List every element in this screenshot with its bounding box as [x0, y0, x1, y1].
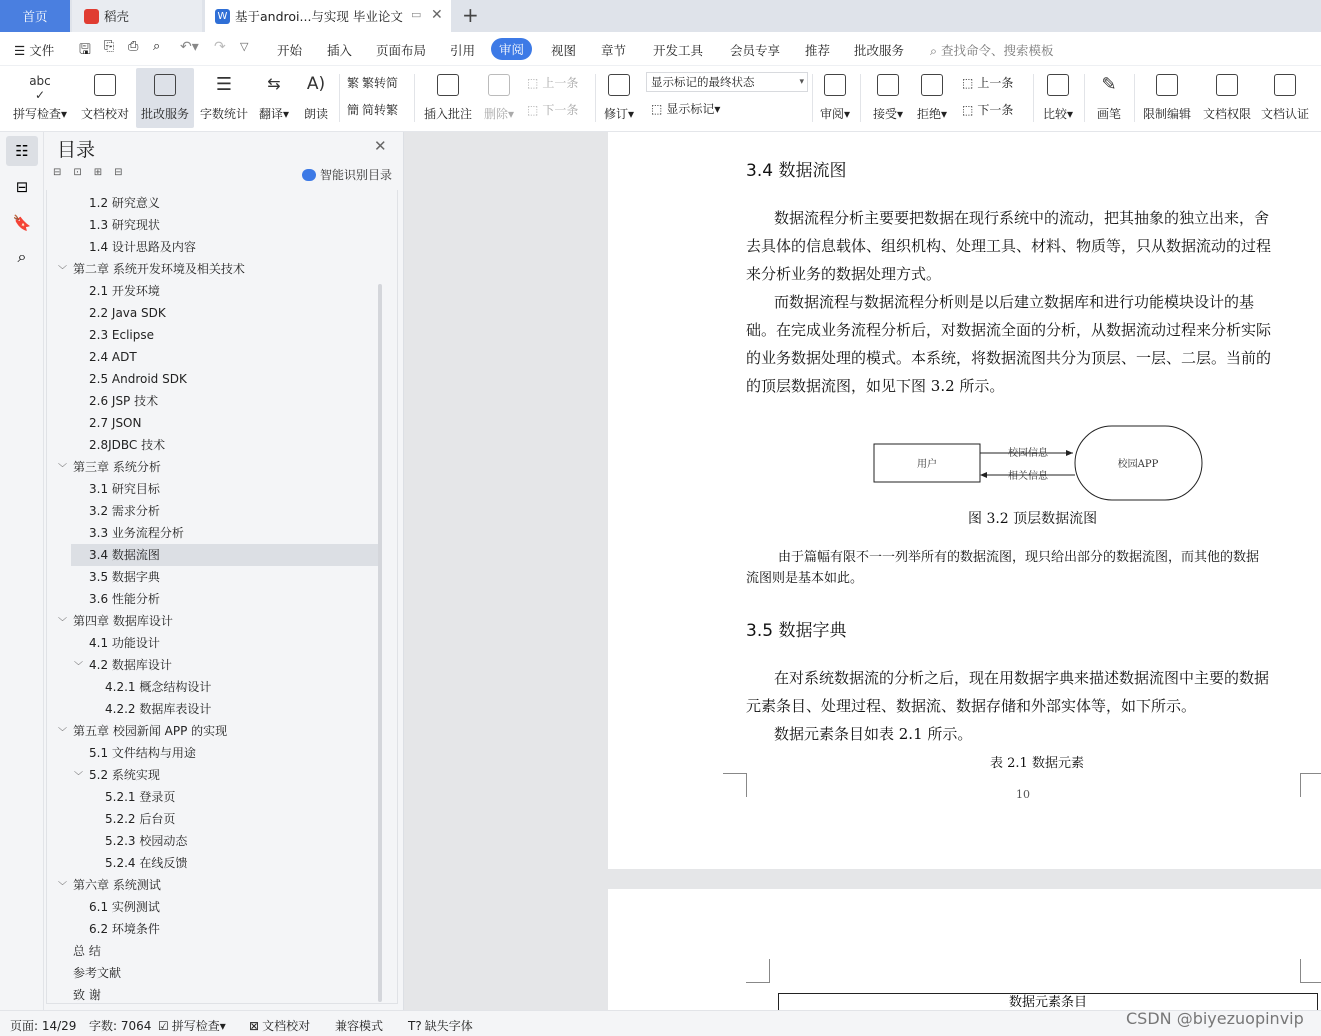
- toc-item-label: 1.3 研究现状: [89, 218, 160, 232]
- toc-item-label: 5.2.1 登录页: [105, 790, 176, 804]
- close-tab-icon[interactable]: ✕: [431, 7, 443, 23]
- tab-docer-label: 稻壳: [104, 9, 130, 24]
- figure-caption: 图 3.2 顶层数据流图: [968, 511, 1098, 527]
- toc-item[interactable]: [47, 720, 383, 742]
- doc-rights-button[interactable]: [1198, 68, 1256, 128]
- doc-cert-icon: [1274, 74, 1296, 96]
- accept-label: 接受▾: [872, 107, 904, 121]
- float-window-icon[interactable]: ▭: [411, 8, 422, 21]
- chevron-down-icon[interactable]: ﹀: [58, 728, 68, 738]
- word-count-icon: ☰: [215, 74, 233, 95]
- show-markup-icon: ⬚: [651, 101, 663, 116]
- toc-item[interactable]: [47, 522, 383, 544]
- review-service-button[interactable]: [136, 68, 194, 128]
- toc-item[interactable]: [47, 500, 383, 522]
- missing-font-button[interactable]: [408, 1017, 473, 1034]
- toc-item-label: 2.5 Android SDK: [89, 372, 187, 386]
- chevron-down-icon[interactable]: ﹀: [58, 882, 68, 892]
- toc-item[interactable]: [47, 830, 383, 852]
- toc-item-label: 4.2 数据库设计: [89, 658, 172, 672]
- toc-item-label: 3.1 研究目标: [89, 482, 160, 496]
- toc-item[interactable]: [47, 698, 383, 720]
- ribbon-divider: [860, 74, 861, 122]
- customize-toolbar-icon[interactable]: ▽: [240, 40, 249, 53]
- status-spell-label: 拼写检查: [171, 1019, 220, 1033]
- review-pane-label: 审阅▾: [819, 107, 851, 121]
- page-corner-mark: [1300, 773, 1321, 797]
- toc-list: [46, 190, 398, 1004]
- toc-item-label: 2.7 JSON: [89, 416, 142, 430]
- menu-developer[interactable]: 开发工具: [653, 43, 704, 58]
- text-line: 础。在完成业务流程分析后，对数据流全面的分析，从数据流动过程来分析实际: [746, 321, 1272, 339]
- doc-proofread-label: 文档校对: [80, 107, 129, 121]
- prev-comment-button[interactable]: [527, 74, 578, 91]
- app-node-label: 校园APP: [1117, 459, 1159, 470]
- toc-item[interactable]: [47, 258, 383, 280]
- translate-button[interactable]: [254, 68, 294, 128]
- status-bar: [0, 1010, 1321, 1036]
- toc-item-label: 第三章 系统分析: [73, 460, 161, 474]
- missing-font-icon: T?: [408, 1018, 422, 1033]
- toc-item[interactable]: [47, 390, 383, 412]
- toc-item[interactable]: [47, 764, 383, 786]
- next-change-button[interactable]: [962, 101, 1013, 118]
- smart-toc-label: 智能识别目录: [320, 168, 393, 182]
- word-count-indicator[interactable]: 字数: 7064: [89, 1019, 152, 1033]
- toc-item-label: 第六章 系统测试: [73, 878, 161, 892]
- toc-item[interactable]: [47, 192, 383, 214]
- menu-file-label: 文件: [29, 43, 55, 58]
- ribbon-divider: [1033, 74, 1034, 122]
- flow-label-bottom: 相关信息: [1008, 471, 1048, 482]
- toc-item-label: 2.4 ADT: [89, 350, 137, 364]
- toc-item[interactable]: [47, 302, 383, 324]
- new-tab-icon[interactable]: +: [462, 3, 479, 27]
- toc-item[interactable]: [47, 742, 383, 764]
- smart-toc-button[interactable]: [302, 166, 392, 183]
- menu-chapter[interactable]: 章节: [601, 43, 627, 58]
- toc-item[interactable]: [47, 962, 383, 984]
- expand-icon[interactable]: ⊞: [93, 167, 115, 178]
- ribbon-divider: [1084, 74, 1085, 122]
- restrict-edit-button[interactable]: [1138, 68, 1196, 128]
- text-line: 去具体的信息载体、组织机构、处理工具、材料、物质等，只从数据流动的过程: [746, 237, 1272, 255]
- accept-button[interactable]: [868, 68, 908, 128]
- reject-icon: [921, 74, 943, 96]
- menu-bar: [0, 32, 1321, 66]
- toc-scrollbar[interactable]: [378, 284, 382, 1002]
- toc-item-label: 3.5 数据字典: [89, 570, 160, 584]
- status-spell-check[interactable]: ☑ 拼写检查 ▾: [158, 1018, 226, 1033]
- simp-trad-icon: 簡: [347, 103, 360, 117]
- toc-item[interactable]: [47, 434, 383, 456]
- restrict-edit-label: 限制编辑: [1142, 107, 1191, 121]
- toc-item-label: 第四章 数据库设计: [73, 614, 173, 628]
- table-caption: 表 2.1 数据元素: [990, 756, 1084, 771]
- ribbon-divider: [595, 74, 596, 122]
- toc-item[interactable]: [47, 456, 383, 478]
- command-search[interactable]: [930, 41, 1054, 59]
- track-changes-icon: [608, 74, 630, 96]
- pen-button[interactable]: [1090, 68, 1128, 128]
- chevron-down-icon[interactable]: ﹀: [74, 662, 84, 672]
- toc-item[interactable]: [47, 918, 383, 940]
- writer-doc-icon: W: [215, 9, 230, 24]
- markup-state-select[interactable]: [646, 72, 808, 92]
- toc-item-label: 3.3 业务流程分析: [89, 526, 184, 540]
- save-icon[interactable]: 🖫: [79, 42, 91, 58]
- top-level-dfd-diagram: [870, 422, 1210, 502]
- prev-comment-label: 上一条: [542, 76, 579, 90]
- simp-to-trad-button[interactable]: [347, 101, 398, 118]
- track-changes-label: 修订▾: [603, 107, 635, 121]
- search-icon: ⌕: [930, 43, 938, 58]
- menu-references[interactable]: 引用: [450, 43, 476, 58]
- insert-comment-label: 插入批注: [423, 107, 472, 121]
- table-header-cell: 数据元素条目: [1008, 995, 1087, 1010]
- doc-cert-label: 文档认证: [1260, 107, 1309, 121]
- spell-check-button[interactable]: [8, 68, 72, 128]
- export-pdf-icon[interactable]: ⎘: [104, 39, 115, 54]
- toc-item[interactable]: [47, 346, 383, 368]
- menu-membership[interactable]: 会员专享: [730, 43, 781, 58]
- compat-mode-indicator[interactable]: 兼容模式: [335, 1019, 384, 1033]
- delete-comment-button[interactable]: [480, 68, 518, 128]
- toc-item[interactable]: [47, 852, 383, 874]
- ribbon-review: [0, 66, 1321, 132]
- text-line: 的业务数据处理的模式。本系统，将数据流图共分为顶层、一层、二层。当前的: [746, 349, 1272, 367]
- ribbon-divider: [339, 74, 340, 122]
- flow-label-top: 校园信息: [1008, 448, 1048, 459]
- command-search-placeholder: 查找命令、搜索模板: [941, 43, 1054, 58]
- menu-start[interactable]: 开始: [277, 43, 303, 58]
- next-comment-icon: ⬚: [527, 102, 539, 117]
- markup-state-value: 显示标记的最终状态: [651, 75, 755, 89]
- simp-to-trad-label: 简转繁: [362, 103, 399, 117]
- toc-item[interactable]: [47, 786, 383, 808]
- text-line: 的顶层数据流图，如见下图 3.2 所示。: [746, 377, 1005, 395]
- toc-item-label: 4.2.2 数据库表设计: [105, 702, 212, 716]
- heading-3-5: 3.5 数据字典: [746, 621, 847, 641]
- spell-check-icon: abc ✓: [29, 74, 51, 102]
- toc-title: 目录: [57, 139, 96, 161]
- toc-item-label: 2.2 Java SDK: [89, 306, 166, 320]
- trad-to-simp-button[interactable]: [347, 74, 398, 91]
- toc-item-label: 第二章 系统开发环境及相关技术: [73, 262, 245, 276]
- search-icon[interactable]: ⌕: [17, 247, 27, 266]
- toc-item[interactable]: [47, 478, 383, 500]
- toc-item-label: 2.3 Eclipse: [89, 328, 154, 342]
- toc-item-label: 1.2 研究意义: [89, 196, 160, 210]
- toc-item-label: 3.4 数据流图: [89, 548, 160, 562]
- page-corner-mark: [1300, 959, 1321, 983]
- text-line: 数据流程分析主要要把数据在现行系统中的流动，把其抽象的独立出来，舍: [774, 209, 1270, 227]
- toc-item-label: 3.6 性能分析: [89, 592, 160, 606]
- toc-item[interactable]: [47, 896, 383, 918]
- paragraph-dfd-intro: [746, 204, 1306, 400]
- read-aloud-icon: A): [306, 74, 326, 94]
- nav-icon-column: [0, 132, 44, 1010]
- toc-item-label: 5.2.4 在线反馈: [105, 856, 188, 870]
- toc-item-label: 致 谢: [73, 988, 101, 1002]
- toc-item[interactable]: [47, 874, 383, 896]
- page-indicator[interactable]: 页面: 14/29: [10, 1019, 77, 1033]
- chevron-down-icon[interactable]: ﹀: [58, 618, 68, 628]
- document-canvas: [404, 132, 1321, 1010]
- toc-item[interactable]: [47, 632, 383, 654]
- tab-document[interactable]: [205, 0, 451, 32]
- toc-item-label: 5.2 系统实现: [89, 768, 160, 782]
- toc-item[interactable]: [47, 610, 383, 632]
- ribbon-divider: [1134, 74, 1135, 122]
- toc-item-label: 4.2.1 概念结构设计: [105, 680, 212, 694]
- paragraph-dfd-note: [746, 547, 1306, 589]
- next-comment-label: 下一条: [542, 103, 579, 117]
- compare-label: 比较▾: [1042, 107, 1074, 121]
- toc-item-label: 4.1 功能设计: [89, 636, 160, 650]
- docer-logo-icon: [84, 9, 99, 24]
- read-aloud-label: 朗读: [303, 107, 328, 121]
- menu-file[interactable]: ☰ 文件: [14, 43, 55, 58]
- text-line: 流图则是基本如此。: [746, 571, 864, 586]
- minus-icon[interactable]: ⊟: [114, 167, 135, 178]
- translate-icon: ⇆: [267, 74, 281, 93]
- reject-button[interactable]: [912, 68, 952, 128]
- toc-item-label: 2.8JDBC 技术: [89, 438, 166, 452]
- translate-label: 翻译▾: [258, 107, 290, 121]
- doc-cert-button[interactable]: [1256, 68, 1314, 128]
- doc-rights-icon: [1216, 74, 1238, 96]
- toc-item-label: 6.1 实例测试: [89, 900, 160, 914]
- menu-insert[interactable]: 插入: [327, 43, 353, 58]
- tab-bar: [0, 0, 1321, 32]
- toc-item[interactable]: [47, 324, 383, 346]
- chevron-down-icon: ▾: [799, 77, 804, 87]
- missing-font-label: 缺失字体: [424, 1019, 473, 1033]
- chevron-down-icon[interactable]: ﹀: [58, 266, 68, 276]
- toc-item[interactable]: [47, 676, 383, 698]
- tab-home[interactable]: [0, 0, 70, 32]
- prev-change-icon: ⬚: [962, 75, 974, 90]
- toc-item-label: 3.2 需求分析: [89, 504, 160, 518]
- checkbox-icon: ☑: [158, 1018, 169, 1033]
- reject-label: 拒绝▾: [916, 107, 948, 121]
- toc-item[interactable]: [47, 984, 383, 1004]
- text-line: 来分析业务的数据处理方式。: [746, 265, 942, 283]
- menu-review-service[interactable]: 批改服务: [854, 43, 905, 58]
- doc-rights-label: 文档权限: [1202, 107, 1251, 121]
- redo-icon[interactable]: ↷: [214, 39, 226, 55]
- print-icon[interactable]: ⎙: [128, 39, 139, 54]
- next-change-label: 下一条: [977, 103, 1014, 117]
- text-line: 元素条目、处理过程、数据流、数据存储和外部实体等，如下所示。: [746, 697, 1197, 715]
- pen-label: 画笔: [1096, 107, 1121, 121]
- review-pane-icon: [824, 74, 846, 96]
- lock-doc-icon: [1156, 74, 1178, 96]
- compare-button[interactable]: [1038, 68, 1078, 128]
- collapse-up-icon[interactable]: ⊡: [73, 167, 94, 178]
- text-line: 而数据流程与数据流程分析则是以后建立数据库和进行功能模块设计的基: [774, 293, 1255, 311]
- user-entity-label: 用户: [917, 459, 937, 470]
- trad-simp-icon: 繁: [347, 76, 360, 90]
- status-doc-check[interactable]: [249, 1017, 310, 1034]
- menu-page-layout[interactable]: 页面布局: [376, 43, 427, 58]
- collapse-all-icon[interactable]: ⊟: [53, 167, 74, 178]
- chevron-down-icon[interactable]: ﹀: [58, 464, 68, 474]
- toc-controls: [53, 167, 135, 178]
- doc-proofread-icon: [94, 74, 116, 96]
- chapter-nav-icon[interactable]: ⊟: [15, 178, 29, 196]
- undo-icon[interactable]: ↶▾: [180, 39, 199, 55]
- toc-item[interactable]: [47, 368, 383, 390]
- toc-item[interactable]: [47, 654, 383, 676]
- trad-to-simp-label: 繁转简: [362, 76, 399, 90]
- toc-item-label: 5.1 文件结构与用途: [89, 746, 196, 760]
- page-corner-mark: [746, 959, 770, 983]
- toc-item[interactable]: [47, 214, 383, 236]
- word-count-button[interactable]: [196, 68, 252, 128]
- prev-change-label: 上一条: [977, 76, 1014, 90]
- insert-comment-icon: [437, 74, 459, 96]
- document-page: [608, 132, 1321, 869]
- compare-icon: [1047, 74, 1069, 96]
- insert-comment-button[interactable]: [420, 68, 476, 128]
- text-line: 在对系统数据流的分析之后，现在用数据字典来描述数据流图中主要的数据: [774, 669, 1270, 687]
- toc-icon[interactable]: ☷: [6, 136, 38, 166]
- pen-icon: ✎: [1101, 74, 1117, 95]
- toc-item-label: 2.1 开发环境: [89, 284, 160, 298]
- toc-item-label: 5.2.3 校园动态: [105, 834, 188, 848]
- close-icon[interactable]: ✕: [374, 137, 387, 155]
- toc-item-label: 6.2 环境条件: [89, 922, 160, 936]
- next-change-icon: ⬚: [962, 102, 974, 117]
- toc-item-label: 2.6 JSP 技术: [89, 394, 159, 408]
- show-markup-button[interactable]: ⬚ 显示标记 ▾: [651, 101, 721, 116]
- tab-home-label: 首页: [22, 9, 48, 24]
- prev-change-button[interactable]: [962, 74, 1013, 91]
- menu-view[interactable]: 视图: [551, 43, 577, 58]
- ribbon-divider: [414, 74, 415, 122]
- delete-comment-icon: [488, 74, 510, 96]
- bookmark-icon[interactable]: 🔖: [12, 214, 32, 232]
- chevron-down-icon[interactable]: ﹀: [74, 772, 84, 782]
- track-changes-button[interactable]: [600, 68, 638, 128]
- paragraph-data-dictionary: [746, 664, 1306, 748]
- menu-review[interactable]: 审阅: [491, 38, 532, 60]
- ribbon-divider: [812, 74, 813, 122]
- review-service-icon: [154, 74, 176, 96]
- toc-item-label: 参考文献: [73, 966, 122, 980]
- toc-item[interactable]: [47, 236, 383, 258]
- toc-item[interactable]: [71, 544, 379, 566]
- document-page-next: [608, 889, 1321, 1010]
- page-corner-mark: [723, 773, 747, 797]
- tab-docer[interactable]: [72, 0, 202, 32]
- toc-item-label: 总 结: [73, 944, 101, 958]
- toc-item[interactable]: [47, 412, 383, 434]
- status-doc-check-label: 文档校对: [262, 1019, 311, 1033]
- ai-icon: [302, 169, 316, 181]
- toc-item[interactable]: [47, 940, 383, 962]
- delete-comment-label: 删除▾: [483, 107, 515, 121]
- print-preview-icon[interactable]: ⌕: [153, 39, 161, 54]
- toc-panel: [44, 132, 404, 1010]
- review-pane-button[interactable]: [816, 68, 854, 128]
- tab-document-label: 基于androi...与实现 毕业论文: [235, 9, 403, 24]
- text-line: 由于篇幅有限不一一列举所有的数据流图，现只给出部分的数据流图，而其他的数据: [778, 550, 1260, 565]
- accept-icon: [877, 74, 899, 96]
- review-service-label: 批改服务: [140, 107, 189, 121]
- word-count-label: 字数统计: [199, 107, 248, 121]
- show-markup-label: 显示标记: [666, 102, 715, 116]
- toc-item[interactable]: [47, 588, 383, 610]
- text-line: 数据元素条目如表 2.1 所示。: [774, 725, 973, 743]
- read-aloud-button[interactable]: [298, 68, 334, 128]
- toc-item[interactable]: [47, 280, 383, 302]
- prev-comment-icon: ⬚: [527, 75, 539, 90]
- spell-check-label: 拼写检查▾: [12, 107, 68, 121]
- menu-recommend[interactable]: 推荐: [805, 43, 831, 58]
- toc-item-label: 第五章 校园新闻 APP 的实现: [73, 724, 228, 738]
- next-comment-button[interactable]: [527, 101, 578, 118]
- toc-item-label: 5.2.2 后台页: [105, 812, 176, 826]
- page-number: 10: [1016, 788, 1030, 801]
- heading-3-4: 3.4 数据流图: [746, 161, 847, 181]
- toc-item-label: 1.4 设计思路及内容: [89, 240, 196, 254]
- proofread-icon: ⊠: [249, 1018, 260, 1033]
- toc-item[interactable]: [47, 566, 383, 588]
- toc-item[interactable]: [47, 808, 383, 830]
- doc-proofread-button[interactable]: [76, 68, 134, 128]
- csdn-watermark: CSDN @biyezuopinvip: [1126, 1009, 1304, 1028]
